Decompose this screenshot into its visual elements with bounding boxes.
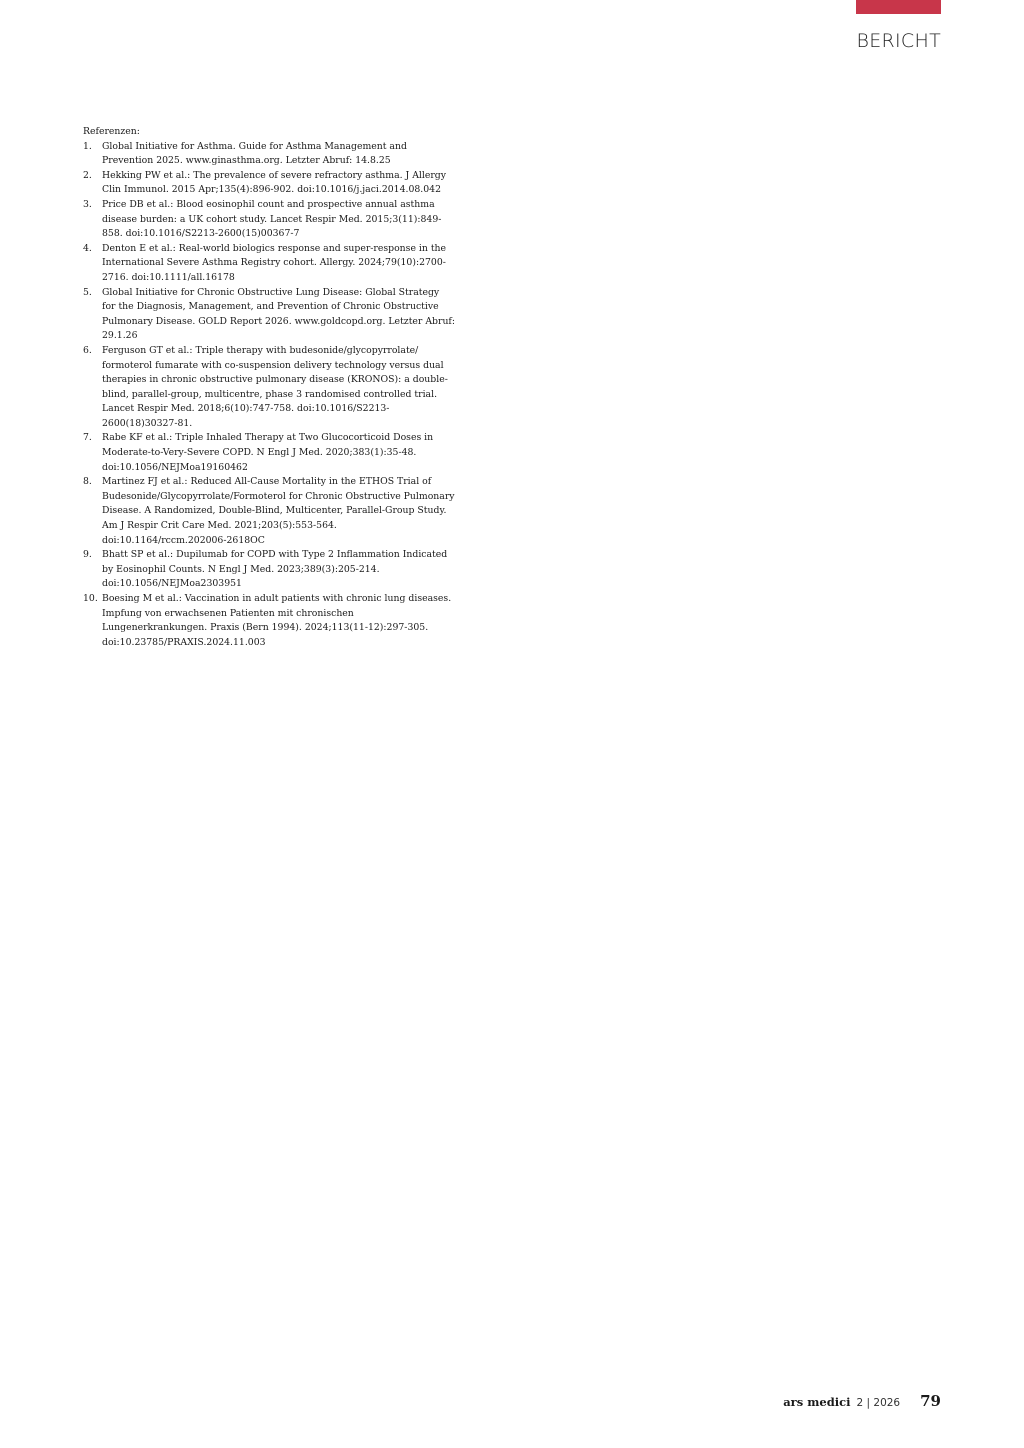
reference-number: 2.	[83, 169, 92, 181]
reference-item	[83, 475, 455, 548]
reference-number: 9.	[83, 549, 92, 561]
reference-text: Price DB et al.: Blood eosinophil count and prospective annual asthma disease burden: a UK cohort study. Lancet Respir Med. 2015;3(11):849-858. doi:10.1016/S2213-2600(15)00367-7	[102, 198, 442, 240]
reference-text: Global Initiative for Chronic Obstructive Lung Disease: Global Strategy for the Diagnosis, Management, and Prevention of Chronic Obstructive Pulmonary Disease. GOLD Report 2026. www.goldcopd.org. Letzter Abruf: 29.1.26	[102, 286, 456, 342]
references-heading: Referenzen:	[83, 126, 140, 137]
reference-text: Ferguson GT et al.: Triple therapy with budesonide/glycopyrrolate/ formoterol fumarate with co-suspension delivery technology versus dual therapies in chronic obstructive pulmonary disease (KRONOS): a double-blind, parallel-group, multicentre, phase 3 randomised controlled trial. Lancet Respir Med. 2018;6(10):747-758. doi:10.1016/S2213-2600(18)30327-81.	[102, 344, 448, 429]
reference-list	[83, 140, 455, 651]
page-footer	[783, 1392, 941, 1410]
reference-item	[83, 198, 455, 242]
reference-number: 7.	[83, 432, 92, 444]
reference-text: Rabe KF et al.: Triple Inhaled Therapy at Two Glucocorticoid Doses in Moderate-to-Very-Severe COPD. N Engl J Med. 2020;383(1):35-48. doi:10.1056/NEJMoa19160462	[102, 432, 434, 473]
reference-number: 1.	[83, 140, 92, 152]
reference-item	[83, 548, 455, 592]
reference-number: 5.	[83, 286, 92, 298]
reference-number: 6.	[83, 344, 92, 356]
reference-item	[83, 169, 455, 198]
reference-text: Bhatt SP et al.: Dupilumab for COPD with Type 2 Inflammation Indicated by Eosinophil Counts. N Engl J Med. 2023;389(3):205-214. doi:10.1056/NEJMoa2303951	[102, 549, 448, 590]
reference-text: Boesing M et al.: Vaccination in adult patients with chronic lung diseases. Impfung von erwachsenen Patienten mit chronischen Lungenerkrankungen. Praxis (Bern 1994). 2024;113(11-12):297-305. doi:10.23785/PRAXIS.2024.11.003	[102, 593, 452, 648]
reference-item	[83, 286, 455, 344]
journal-name: ars medici	[783, 1395, 851, 1409]
reference-item	[83, 140, 455, 169]
header-accent-bar	[856, 0, 941, 14]
reference-text: Denton E et al.: Real-world biologics response and super-response in the International Severe Asthma Registry cohort. Allergy. 2024;79(10):2700-2716. doi:10.1111/all.16178	[102, 242, 447, 283]
reference-item	[83, 592, 455, 650]
reference-number: 8.	[83, 476, 92, 488]
section-label: BERICHT	[856, 30, 941, 52]
reference-text: Hekking PW et al.: The prevalence of severe refractory asthma. J Allergy Clin Immunol. 2015 Apr;135(4):896-902. doi:10.1016/j.jaci.2014.08.042	[102, 169, 447, 196]
reference-number: 3.	[83, 198, 92, 210]
reference-text: Global Initiative for Asthma. Guide for Asthma Management and Prevention 2025. www.ginasthma.org. Letzter Abruf: 14.8.25	[102, 140, 407, 167]
references-section	[83, 125, 455, 650]
reference-item	[83, 431, 455, 475]
reference-number: 4.	[83, 242, 92, 254]
reference-item	[83, 344, 455, 432]
reference-item	[83, 242, 455, 286]
reference-number: 10.	[83, 593, 98, 604]
reference-text: Martinez FJ et al.: Reduced All-Cause Mortality in the ETHOS Trial of Budesonide/Glycopyrrolate/Formoterol for Chronic Obstructive Pulmonary Disease. A Randomized, Double-Blind, Multicenter, Parallel-Group Study. Am J Respir Crit Care Med. 2021;203(5):553-564. doi:10.1164/rccm.202006-2618OC	[102, 476, 455, 546]
page-number: 79	[920, 1392, 941, 1410]
issue-number: 2 | 2026	[856, 1397, 901, 1409]
